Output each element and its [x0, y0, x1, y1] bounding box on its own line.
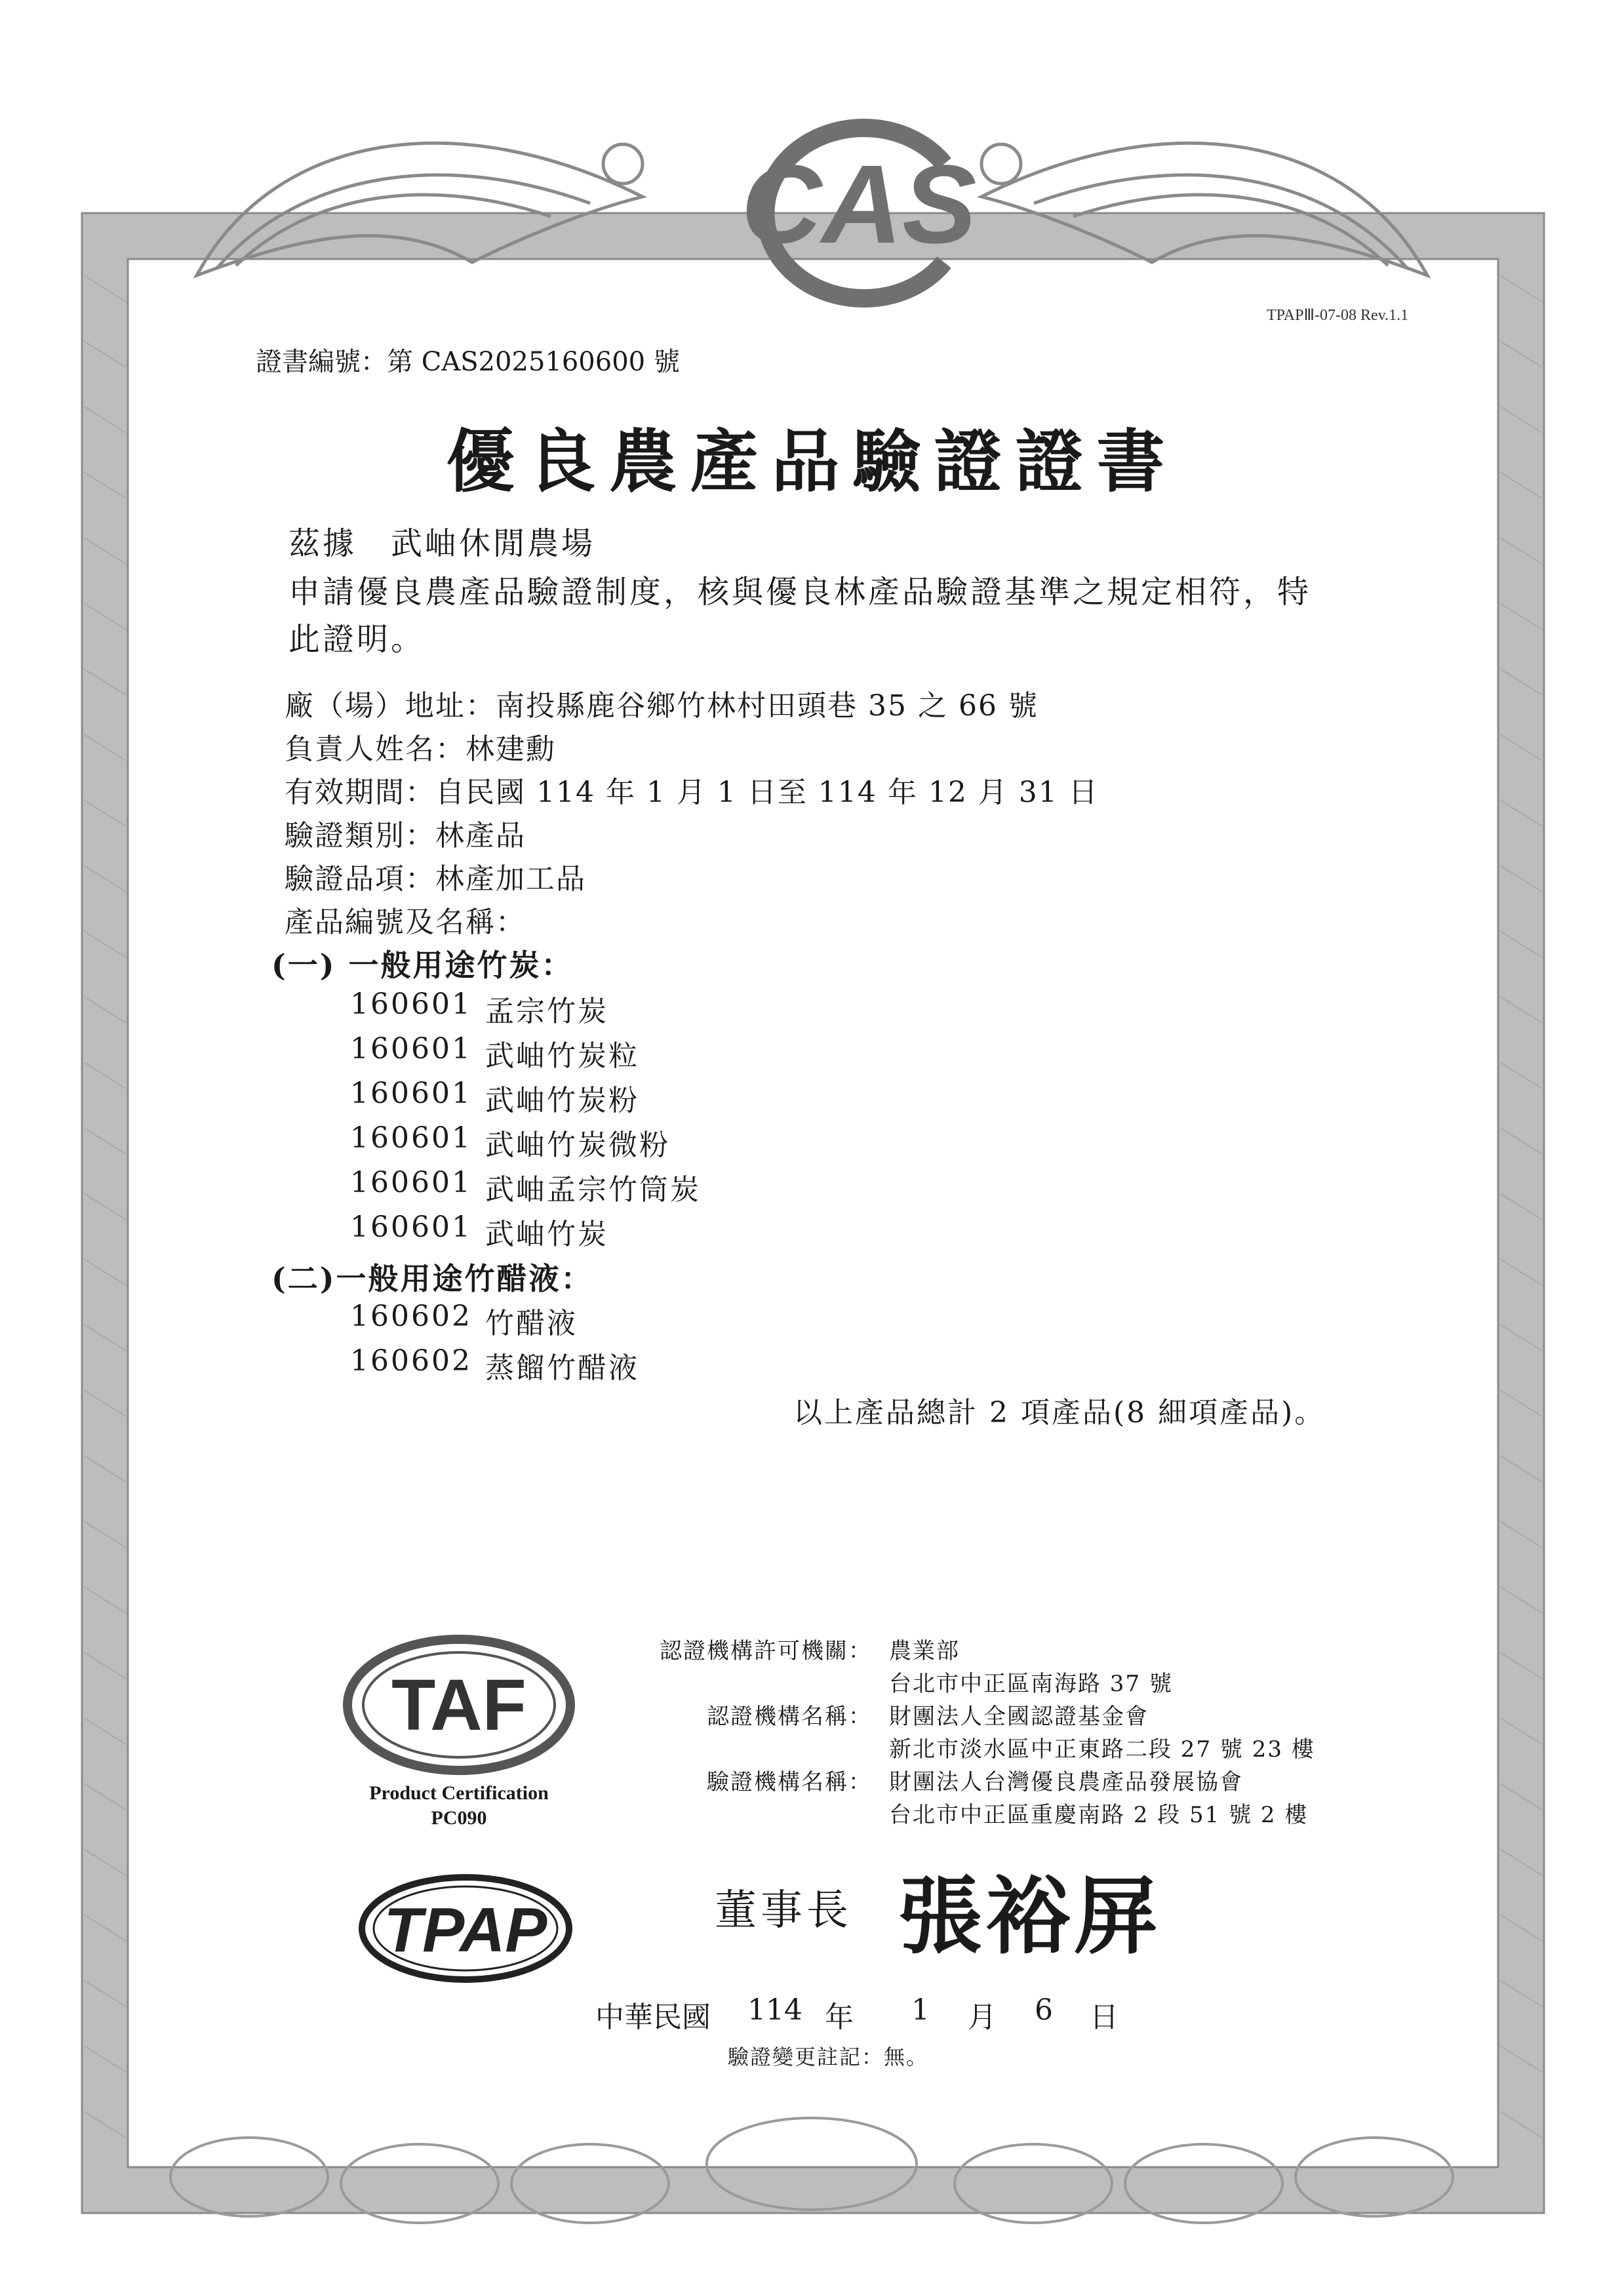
cas-logo-text: CAS	[741, 142, 977, 267]
product-name: 武岫竹炭	[485, 1218, 608, 1251]
date-era: 中華民國	[595, 2001, 711, 2034]
certification-body-address: 台北市中正區重慶南路 2 段 51 號 2 樓	[889, 1802, 1309, 1828]
product-name: 武岫竹炭粉	[485, 1084, 639, 1117]
tpap-logo	[357, 1873, 574, 1984]
factory-address: 廠（場）地址：南投縣鹿谷鄉竹林村田頭巷 35 之 66 號	[285, 689, 1039, 723]
body-statement-end: 此證明。	[288, 621, 426, 658]
product-code: 160601	[350, 1032, 472, 1066]
list-item	[0, 1032, 1624, 1071]
change-note: 驗證變更註記：無。	[728, 2045, 929, 2069]
permit-authority-address: 台北市中正區南海路 37 號	[889, 1671, 1173, 1697]
owner-name: 負責人姓名：林建勳	[285, 732, 556, 766]
certification-item: 驗證品項：林產加工品	[285, 862, 586, 896]
list-item	[0, 1077, 1624, 1116]
date-day-unit: 日	[1090, 2001, 1119, 2034]
chairman-label: 董事長	[715, 1886, 852, 1935]
cas-logo	[728, 111, 977, 308]
product-code: 160601	[350, 1077, 472, 1110]
product-name: 竹醋液	[485, 1307, 578, 1340]
product-name: 武岫竹炭微粉	[485, 1128, 670, 1162]
list-item	[0, 1300, 1624, 1339]
list-item	[0, 1166, 1624, 1205]
product-code: 160601	[350, 1166, 472, 1199]
group-heading: (一) 一般用途竹炭：	[271, 948, 574, 983]
accreditation-body-name: 財團法人全國認證基金會	[889, 1704, 1149, 1730]
date-year-unit: 年	[825, 2001, 854, 2034]
list-item	[0, 1344, 1624, 1384]
product-code: 160602	[350, 1344, 472, 1378]
permit-authority-label: 認證機構許可機關：	[660, 1638, 872, 1664]
product-code: 160601	[350, 1121, 472, 1155]
tpap-logo-text: TPAP	[384, 1895, 547, 1965]
date-month: 1	[911, 1993, 930, 2027]
date-month-unit: 月	[968, 2001, 997, 2034]
certification-category: 驗證類別：林產品	[285, 819, 526, 852]
product-total: 以上產品總計 2 項產品(8 細項產品)。	[793, 1396, 1326, 1429]
product-name: 蒸餾竹醋液	[485, 1351, 639, 1385]
list-item	[0, 988, 1624, 1027]
accreditation-body-label: 認證機構名稱：	[707, 1704, 872, 1730]
list-item	[0, 1121, 1624, 1161]
permit-authority-name: 農業部	[889, 1638, 960, 1664]
accreditation-body-address: 新北市淡水區中正東路二段 27 號 23 樓	[889, 1736, 1315, 1763]
validity-period: 有效期間：自民國 114 年 1 月 1 日至 114 年 12 月 31 日	[285, 776, 1099, 809]
taf-accreditation-number: PC090	[431, 1807, 487, 1829]
certification-body-label: 驗證機構名稱：	[707, 1769, 872, 1795]
date-year: 114	[747, 1993, 802, 2027]
product-code: 160601	[350, 988, 472, 1021]
date-day: 6	[1035, 1993, 1053, 2027]
taf-caption: Product Certification	[369, 1782, 549, 1804]
certificate-title: 優良農產品驗證證書	[446, 421, 1178, 502]
certificate-number: 證書編號：第 CAS2025160600 號	[256, 347, 680, 377]
product-code: 160601	[350, 1210, 472, 1244]
products-heading: 產品編號及名稱：	[285, 906, 526, 939]
body-applicant: 茲據 武岫休閒農場	[288, 525, 596, 562]
body-statement: 申請優良農產品驗證制度，核與優良林產品驗證基準之規定相符，特	[288, 574, 1312, 610]
product-code: 160602	[350, 1300, 472, 1333]
group-heading: (二)一般用途竹醋液：	[271, 1261, 593, 1296]
product-name: 孟宗竹炭	[485, 995, 608, 1028]
certification-body-name: 財團法人台灣優良農產品發展協會	[889, 1769, 1243, 1795]
taf-logo-text: TAF	[391, 1665, 526, 1746]
document-code: TPAPⅢ-07-08 Rev.1.1	[1267, 307, 1409, 324]
product-name: 武岫孟宗竹筒炭	[485, 1173, 701, 1207]
chairman-signature: 張裕屏	[898, 1867, 1162, 1966]
product-name: 武岫竹炭粒	[485, 1039, 639, 1073]
list-item	[0, 1210, 1624, 1250]
